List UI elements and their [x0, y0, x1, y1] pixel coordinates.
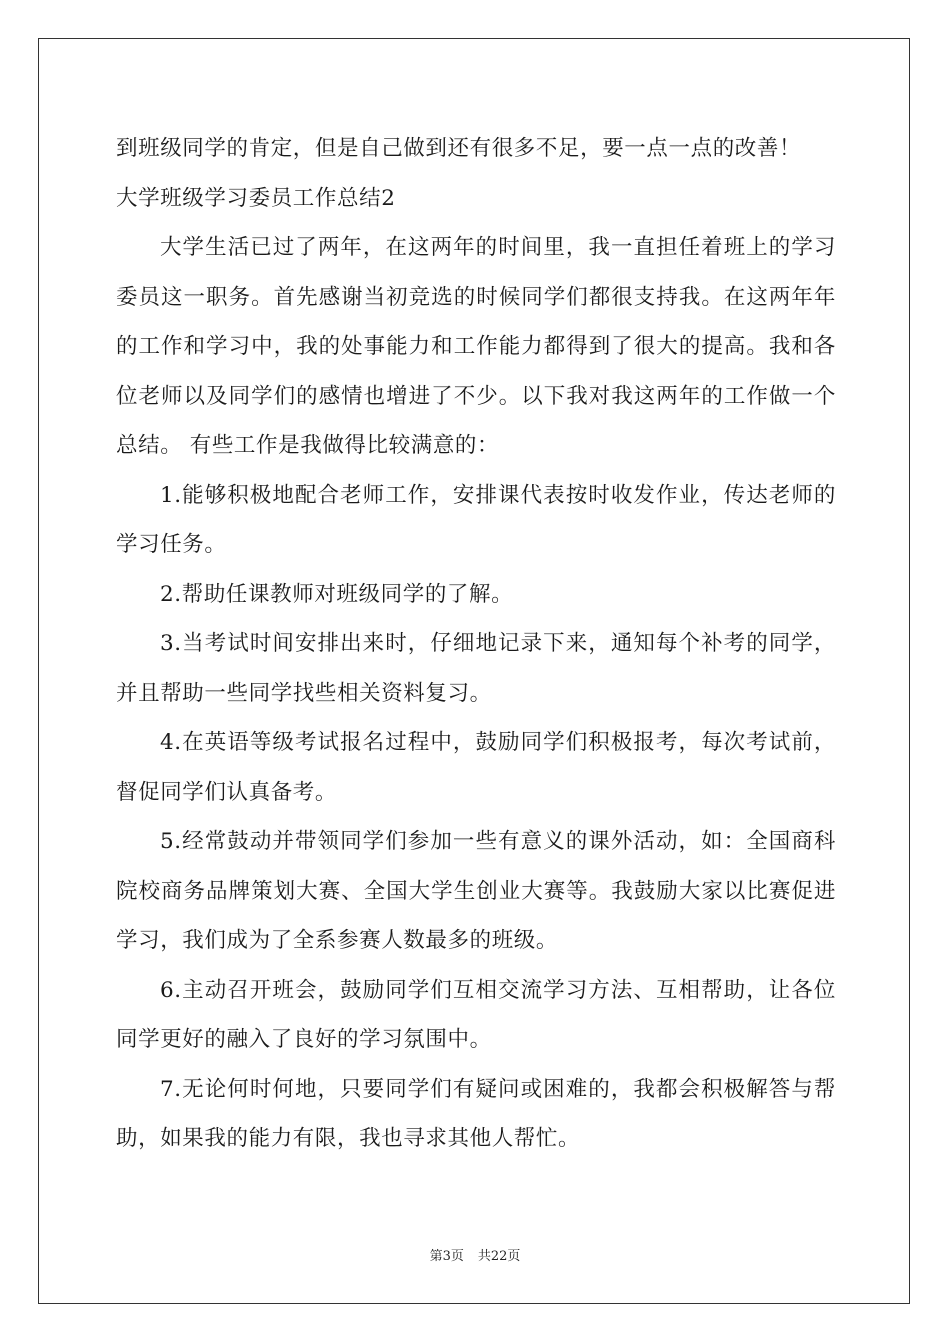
list-item-3: 3.当考试时间安排出来时，仔细地记录下来，通知每个补考的同学，并且帮助一些同学找些相关资料复习。 — [116, 631, 836, 706]
section-title: 大学班级学习委员工作总结2 — [116, 185, 396, 211]
page-total: 共22页 — [477, 1249, 521, 1264]
continued-line: 到班级同学的肯定，但是自己做到还有很多不足，要一点一点的改善！ — [116, 136, 802, 161]
document-body — [116, 124, 836, 1164]
page-number: 第3页 — [429, 1249, 464, 1264]
list-item-7: 7.无论何时何地，只要同学们有疑问或困难的，我都会积极解答与帮助，如果我的能力有限，我也寻求其他人帮忙。 — [116, 1076, 836, 1151]
page-footer — [0, 1245, 950, 1264]
list-item-2: 2.帮助任课教师对班级同学的了解。 — [160, 581, 514, 607]
list-item-5: 5.经常鼓动并带领同学们参加一些有意义的课外活动，如：全国商科院校商务品牌策划大赛、全国大学生创业大赛等。我鼓励大家以比赛促进学习，我们成为了全系参赛人数最多的班级。 — [116, 829, 836, 953]
list-item-1: 1.能够积极地配合老师工作，安排课代表按时收发作业，传达老师的学习任务。 — [116, 482, 836, 557]
intro-paragraph: 大学生活已过了两年，在这两年的时间里，我一直担任着班上的学习委员这一职务。首先感谢当初竞选的时候同学们都很支持我。在这两年年的工作和学习中，我的处事能力和工作能力都得到了很大的提高。我和各位老师以及同学们的感情也增进了不少。以下我对我这两年的工作做一个总结。 有些工作是我做得比较满意的： — [116, 235, 836, 458]
list-item-4: 4.在英语等级考试报名过程中，鼓励同学们积极报考，每次考试前，督促同学们认真备考。 — [116, 730, 836, 805]
list-item-6: 6.主动召开班会，鼓励同学们互相交流学习方法、互相帮助，让各位同学更好的融入了良好的学习氛围中。 — [116, 977, 836, 1052]
